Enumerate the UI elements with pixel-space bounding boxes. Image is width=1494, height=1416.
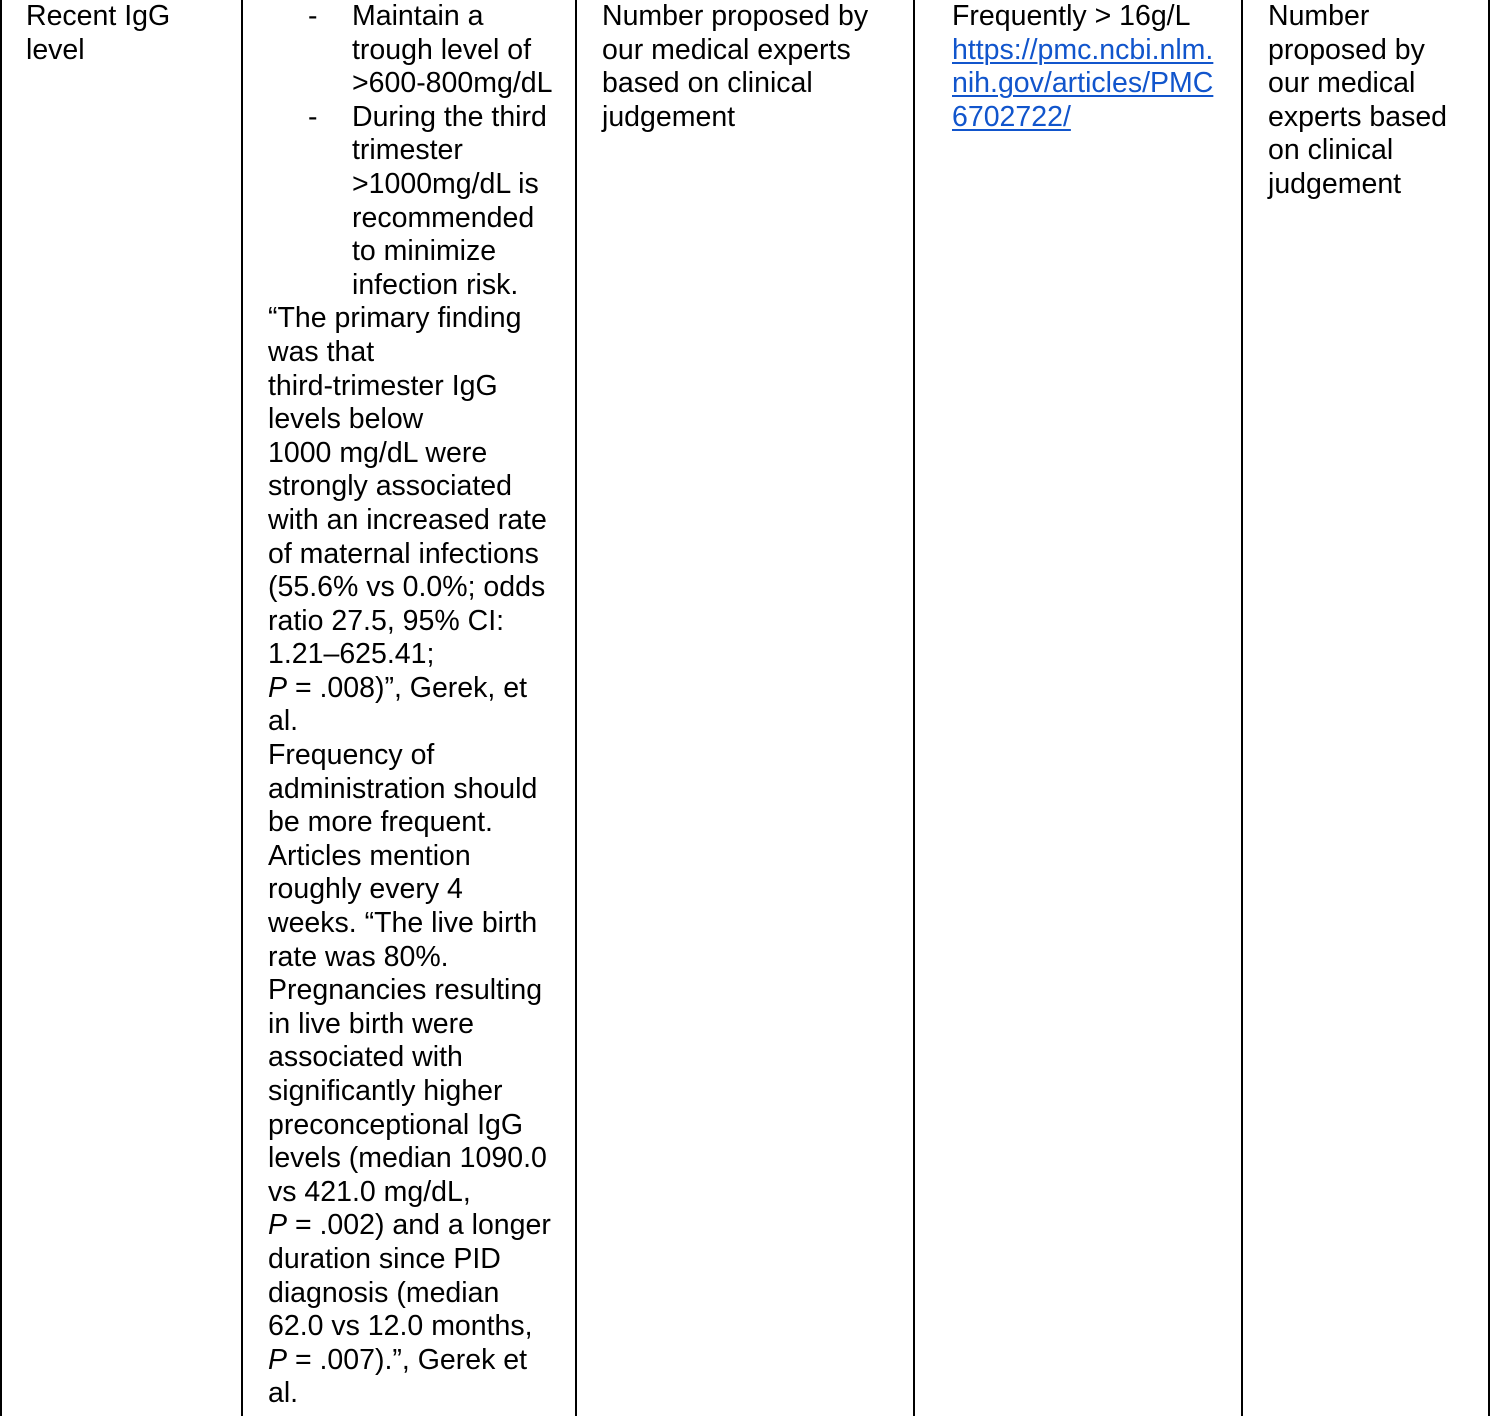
table-border-right bbox=[1488, 0, 1490, 1416]
evidence-line: 1.21–625.41; bbox=[268, 638, 435, 671]
justification-line: on clinical bbox=[1268, 134, 1394, 167]
evidence-text: = .008)”, Gerek, et bbox=[294, 671, 528, 704]
reference-link[interactable]: nih.gov/articles/PMC bbox=[952, 67, 1214, 100]
evidence-line: duration since PID bbox=[268, 1242, 501, 1275]
bullet-continuation bbox=[268, 235, 551, 269]
parameter-cell bbox=[26, 0, 170, 67]
evidence-line: be more frequent. bbox=[268, 806, 493, 839]
evidence-line: administration should bbox=[268, 772, 538, 805]
column-divider-2 bbox=[575, 0, 577, 1416]
parameter-line: Recent IgG bbox=[26, 0, 171, 32]
evidence-line: third-trimester IgG bbox=[268, 369, 498, 402]
bullet-text: >600-800mg/dL bbox=[352, 67, 553, 100]
evidence-line: strongly associated bbox=[268, 470, 512, 503]
evidence-line: was that bbox=[268, 335, 375, 368]
bullet-continuation bbox=[268, 202, 551, 236]
evidence-line: associated with bbox=[268, 1041, 463, 1074]
evidence-line: roughly every 4 bbox=[268, 873, 463, 906]
p-value-label: P bbox=[268, 671, 288, 704]
reference-link[interactable]: 6702722/ bbox=[952, 100, 1071, 133]
bullet-continuation bbox=[268, 168, 551, 202]
rationale-line: Number proposed by bbox=[602, 0, 869, 32]
bullet-text: trough level of bbox=[352, 33, 532, 66]
bullet-item bbox=[268, 101, 551, 135]
parameter-line: level bbox=[26, 33, 85, 66]
evidence-line: Articles mention bbox=[268, 839, 471, 872]
evidence-line: Pregnancies resulting bbox=[268, 974, 543, 1007]
evidence-line: ratio 27.5, 95% CI: bbox=[268, 604, 505, 637]
threshold-cell bbox=[952, 0, 1213, 134]
justification-line: experts based bbox=[1268, 100, 1448, 133]
evidence-line: 62.0 vs 12.0 months, bbox=[268, 1310, 533, 1343]
threshold-text: Frequently > 16g/L bbox=[952, 0, 1191, 32]
evidence-text: = .007).”, Gerek et bbox=[294, 1343, 528, 1376]
column-divider-4 bbox=[1241, 0, 1243, 1416]
bullet-text: >1000mg/dL is bbox=[352, 167, 539, 200]
bullet-continuation bbox=[268, 269, 551, 303]
evidence-line-with-p bbox=[268, 1209, 551, 1243]
evidence-line: preconceptional IgG bbox=[268, 1108, 524, 1141]
bullet-text: recommended bbox=[352, 201, 535, 234]
bullet-text: During the third bbox=[352, 100, 547, 133]
evidence-line-with-p bbox=[268, 672, 551, 706]
justification-line: Number bbox=[1268, 0, 1370, 32]
evidence-line: weeks. “The live birth bbox=[268, 907, 538, 940]
bullet-text: infection risk. bbox=[352, 268, 519, 301]
rationale-line: based on clinical bbox=[602, 67, 813, 100]
justification-line: proposed by bbox=[1268, 33, 1425, 66]
evidence-line: Frequency of bbox=[268, 739, 435, 772]
bullet-dash: - bbox=[308, 100, 318, 133]
rationale-line: judgement bbox=[602, 100, 736, 133]
evidence-cell bbox=[268, 0, 551, 1411]
column-divider-1 bbox=[241, 0, 243, 1416]
bullet-dash: - bbox=[308, 0, 318, 32]
p-value-label: P bbox=[268, 1209, 288, 1242]
rationale-cell bbox=[602, 0, 868, 134]
bullet-continuation bbox=[268, 67, 551, 101]
evidence-line: diagnosis (median bbox=[268, 1276, 500, 1309]
evidence-line: (55.6% vs 0.0%; odds bbox=[268, 571, 546, 604]
bullet-item bbox=[268, 0, 551, 34]
evidence-line: al. bbox=[268, 705, 299, 738]
bullet-continuation bbox=[268, 134, 551, 168]
p-value-label: P bbox=[268, 1343, 288, 1376]
evidence-line: al. bbox=[268, 1377, 299, 1410]
justification-line: our medical bbox=[1268, 67, 1416, 100]
evidence-line: levels below bbox=[268, 403, 424, 436]
evidence-line: in live birth were bbox=[268, 1007, 474, 1040]
table-border-left bbox=[0, 0, 2, 1416]
bullet-list bbox=[268, 0, 551, 302]
reference-link[interactable]: https://pmc.ncbi.nlm. bbox=[952, 33, 1214, 66]
evidence-line: levels (median 1090.0 bbox=[268, 1142, 547, 1175]
evidence-line: 1000 mg/dL were bbox=[268, 436, 488, 469]
justification-line: judgement bbox=[1268, 167, 1402, 200]
evidence-line: rate was 80%. bbox=[268, 940, 449, 973]
evidence-line: “The primary finding bbox=[268, 302, 522, 335]
evidence-line-with-p bbox=[268, 1344, 551, 1378]
bullet-continuation bbox=[268, 34, 551, 68]
evidence-line: vs 421.0 mg/dL, bbox=[268, 1175, 471, 1208]
bullet-text: Maintain a bbox=[352, 0, 484, 32]
column-divider-3 bbox=[913, 0, 915, 1416]
evidence-line: significantly higher bbox=[268, 1075, 503, 1107]
evidence-line: of maternal infections bbox=[268, 537, 539, 570]
bullet-text: trimester bbox=[352, 134, 463, 167]
bullet-text: to minimize bbox=[352, 235, 497, 268]
evidence-text: = .002) and a longer bbox=[294, 1209, 551, 1242]
evidence-line: with an increased rate bbox=[268, 503, 547, 536]
rationale-line: our medical experts bbox=[602, 33, 851, 66]
justification-cell bbox=[1268, 0, 1447, 202]
